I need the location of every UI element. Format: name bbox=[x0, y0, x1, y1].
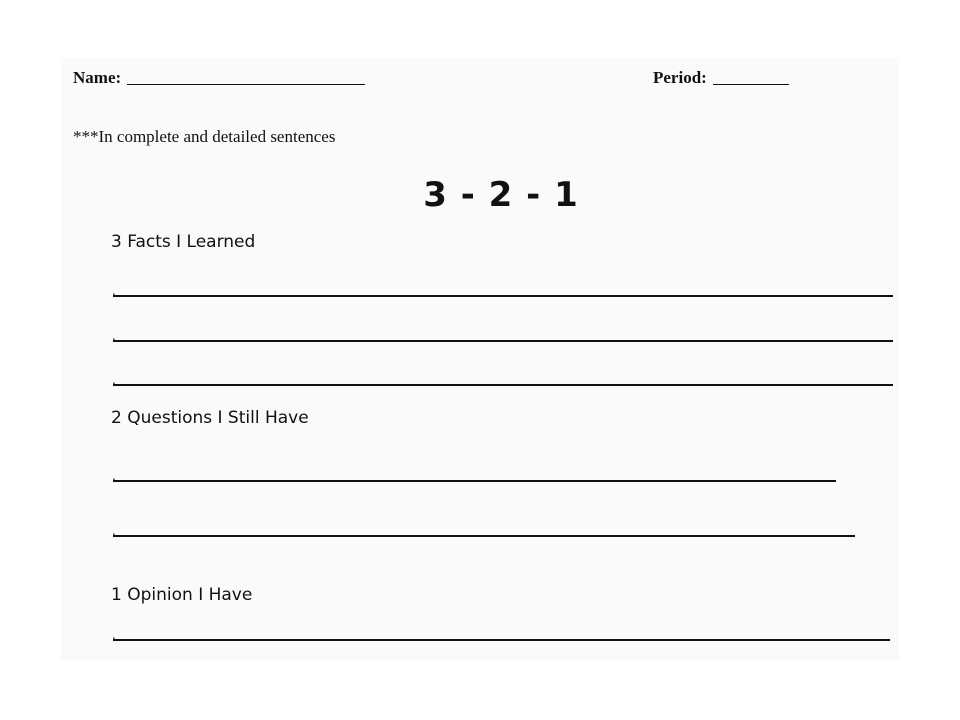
worksheet-title: 3 - 2 - 1 bbox=[423, 175, 579, 215]
worksheet-page bbox=[61, 58, 899, 660]
section-heading-opinion: 1 Opinion I Have bbox=[111, 585, 253, 605]
line-marker: . bbox=[112, 284, 116, 298]
name-field bbox=[73, 68, 365, 88]
name-label: Name: bbox=[73, 68, 122, 87]
answer-line[interactable] bbox=[113, 627, 890, 641]
period-field bbox=[653, 68, 789, 88]
answer-line[interactable] bbox=[113, 468, 836, 482]
answer-line[interactable] bbox=[113, 523, 855, 537]
line-marker: . bbox=[112, 628, 116, 642]
answer-line[interactable] bbox=[113, 283, 893, 297]
period-blank-line[interactable] bbox=[713, 70, 789, 85]
line-marker: . bbox=[112, 469, 116, 483]
section-heading-facts: 3 Facts I Learned bbox=[111, 232, 256, 252]
instruction-text: ***In complete and detailed sentences bbox=[73, 127, 336, 146]
answer-line[interactable] bbox=[113, 328, 893, 342]
section-heading-questions: 2 Questions I Still Have bbox=[111, 408, 309, 428]
name-blank-line[interactable] bbox=[127, 70, 365, 85]
line-marker: . bbox=[112, 524, 116, 538]
line-marker: . bbox=[112, 329, 116, 343]
answer-line[interactable] bbox=[113, 372, 893, 386]
period-label: Period: bbox=[653, 68, 707, 87]
line-marker: . bbox=[112, 373, 116, 387]
